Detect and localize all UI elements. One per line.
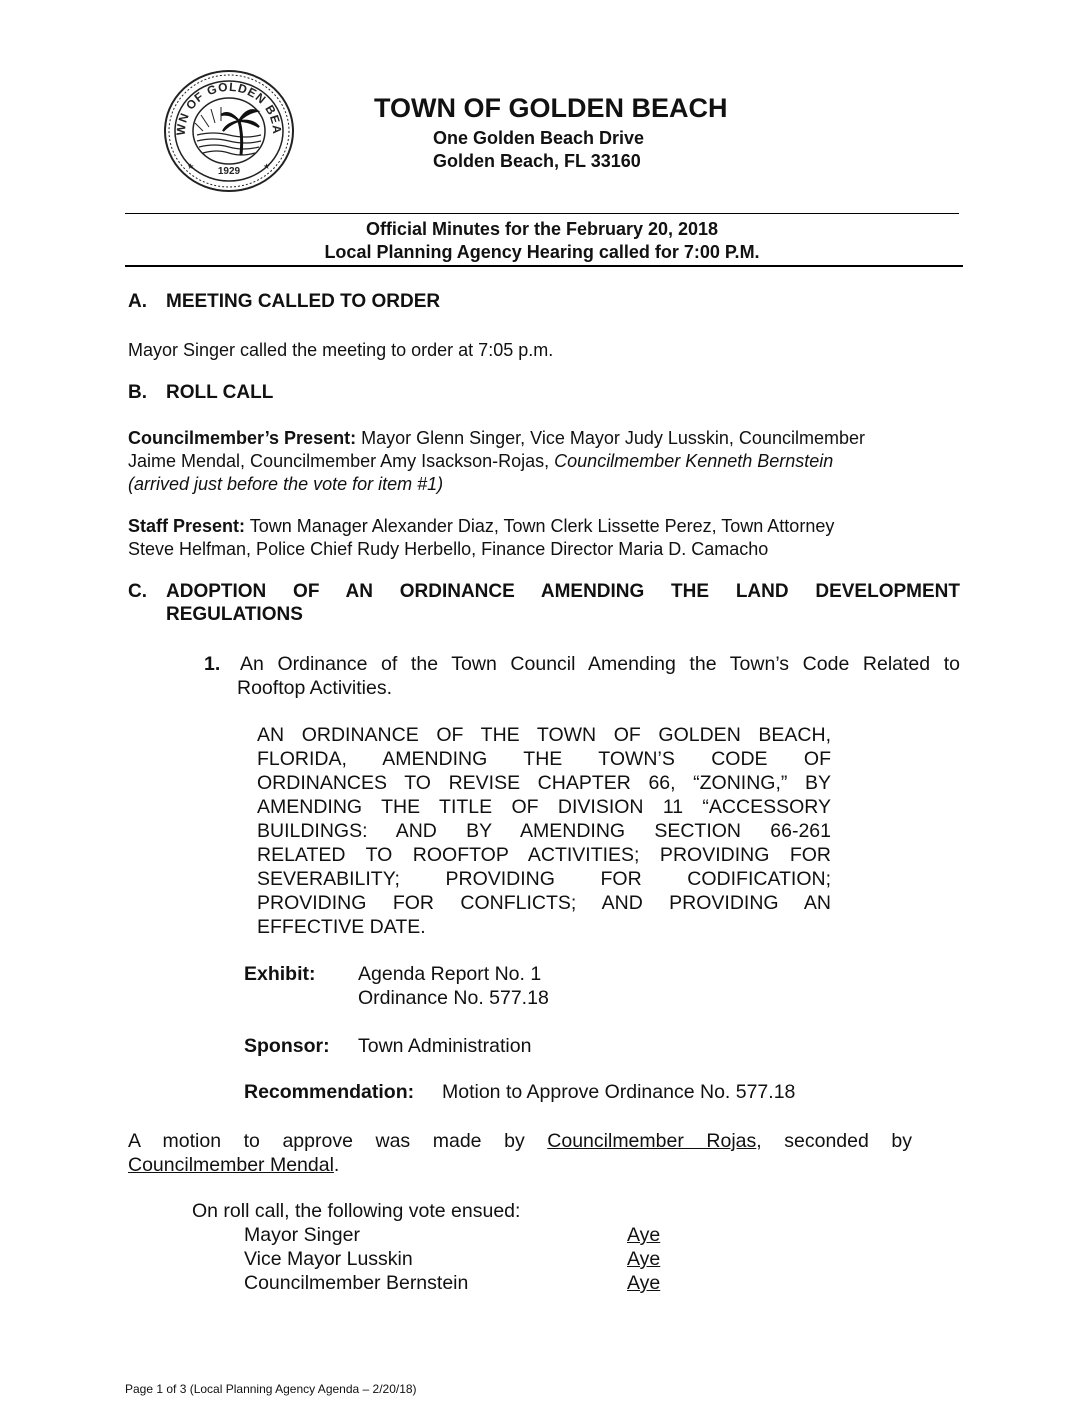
call-to-order-text: Mayor Singer called the meeting to order at 7:05 p.m. [128,340,554,360]
item-title: An Ordinance of the Town Council Amending the Town’s Code Related to [240,653,960,675]
ordinance-text-line: PROVIDING FOR CONFLICTS; AND PROVIDING AN [257,892,831,914]
town-name: TOWN OF GOLDEN BEACH [374,93,728,123]
svg-text:★: ★ [187,162,195,171]
ordinance-text-line: EFFECTIVE DATE. [257,916,426,938]
staff-present-paragraph [128,515,938,561]
council-present-text: Mayor Glenn Singer, Vice Mayor Judy Lusskin, Councilmember [356,428,865,448]
recommendation-value: Motion to Approve Ordinance No. 577.18 [442,1081,796,1103]
staff-present-text: Steve Helfman, Police Chief Rudy Herbello, Finance Director Maria D. Camacho [128,539,769,559]
sponsor-value: Town Administration [358,1035,532,1057]
section-a-heading [128,291,440,313]
ordinance-text-line: AMENDING THE TITLE OF DIVISION 11 “ACCESSORY [257,796,831,818]
vote-intro: On roll call, the following vote ensued: [192,1200,521,1222]
staff-present-label: Staff Present: [128,516,246,536]
motion-text: A motion to approve was made by [128,1130,548,1152]
vote-member-name: Vice Mayor Lusskin [244,1248,413,1270]
minutes-title: Official Minutes for the February 20, 2018 [365,219,719,239]
header-divider [125,213,959,214]
motion-text: . [333,1154,340,1176]
ordinance-text-line: RELATED TO ROOFTOP ACTIVITIES; PROVIDING FOR [257,844,831,866]
vote-member-name: Councilmember Bernstein [244,1272,469,1294]
agenda-item-1 [204,652,960,700]
ordinance-text-line: AN ORDINANCE OF THE TOWN OF GOLDEN BEACH, [257,724,831,746]
address-line-1: One Golden Beach Drive [433,128,645,148]
exhibit-label: Exhibit: [244,963,316,985]
page-footer: Page 1 of 3 (Local Planning Agency Agenda – 2/20/18) [125,1382,417,1396]
council-present-paragraph [128,427,938,496]
section-title: MEETING CALLED TO ORDER [166,291,441,312]
section-title: ROLL CALL [166,382,274,403]
motion-mover: Councilmember Rojas [547,1130,757,1152]
section-title-cont: REGULATIONS [166,604,303,625]
exhibit-item: Agenda Report No. 1 [358,963,542,985]
svg-text:TOWN OF GOLDEN BEACH [163,69,284,136]
ordinance-text-line: BUILDINGS: AND BY AMENDING SECTION 66-261 [257,820,831,842]
section-b-heading [128,382,273,404]
vote-result: Aye [627,1248,661,1270]
seal-year: 1929 [217,166,241,177]
recommendation-label: Recommendation: [244,1081,415,1103]
ordinance-text-line: FLORIDA, AMENDING THE TOWN’S CODE OF [257,748,831,770]
title-divider [125,265,963,267]
council-present-label: Councilmember’s Present: [128,428,357,448]
motion-paragraph [128,1129,912,1177]
council-late-arrival: Councilmember Kenneth Bernstein [554,451,834,471]
ordinance-text-line: ORDINANCES TO REVISE CHAPTER 66, “ZONING,” BY [257,772,831,794]
sponsor-label: Sponsor: [244,1035,330,1057]
vote-result: Aye [627,1224,661,1246]
item-number: 1. [204,653,221,675]
council-late-arrival-note: (arrived just before the vote for item #1) [128,474,444,494]
motion-seconder: Councilmember Mendal [128,1154,334,1176]
staff-present-text: Town Manager Alexander Diaz, Town Clerk Lissette Perez, Town Attorney [245,516,835,536]
motion-text: , seconded by [756,1130,912,1152]
section-title: ADOPTION OF AN ORDINANCE AMENDING THE LAND DEVELOPMENT [166,581,960,602]
council-present-text: Jaime Mendal, Councilmember Amy Isackson-Rojas, [128,451,555,471]
town-seal-logo [163,69,295,193]
section-letter: B. [128,382,147,403]
svg-text:★: ★ [263,162,271,171]
item-title-cont: Rooftop Activities. [237,677,392,699]
minutes-subtitle: Local Planning Agency Hearing called for 7:00 P.M. [324,242,760,262]
vote-result: Aye [627,1272,661,1294]
section-letter: A. [128,291,147,312]
address-line-2: Golden Beach, FL 33160 [433,151,641,171]
vote-member-name: Mayor Singer [244,1224,360,1246]
ordinance-text-line: SEVERABILITY; PROVIDING FOR CODIFICATION; [257,868,831,890]
section-letter: C. [128,581,147,602]
section-c-heading [128,581,960,626]
seal-top-text: WN OF GOLDEN BEA [173,79,285,137]
exhibit-item: Ordinance No. 577.18 [358,987,549,1009]
